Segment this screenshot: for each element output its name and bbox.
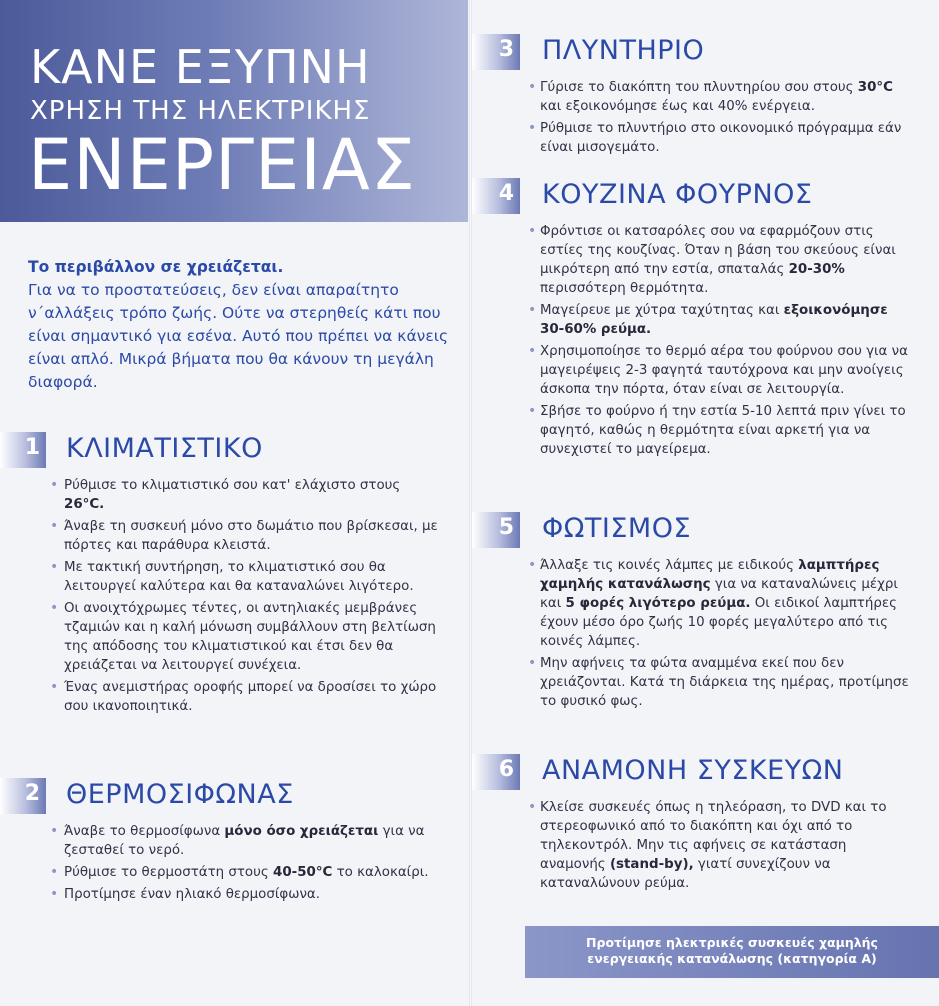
bullet-icon: • [528, 120, 537, 136]
item-text: για να ζεσταθεί το νερό. [64, 824, 425, 858]
title-banner [0, 0, 468, 222]
section-list [472, 798, 912, 893]
bullet-icon: • [50, 823, 59, 839]
list-item [0, 863, 440, 882]
section-air-conditioner [0, 432, 440, 719]
list-item [0, 885, 440, 904]
intro-text [28, 256, 458, 394]
item-text: Ένας ανεμιστήρας οροφής μπορεί να δροσίσει το χώρο σου ικανοποιητικά. [64, 680, 437, 714]
section-kitchen-oven [472, 178, 912, 462]
bullet-icon: • [528, 343, 537, 359]
item-text-bold: εξοικονόμησε 30-60% ρεύμα. [540, 303, 888, 337]
item-text-bold: λαμπτήρες χαμηλής κατανάλωσης [540, 558, 880, 592]
intro-body: Για να το προστατεύσεις, δεν είναι απαραίτητο ν΄αλλάξεις τρόπο ζωής. Ούτε να στερηθείς κάτι που είναι σημαντικό για εσένα. Αυτό που πρέπει να κάνεις είναι απλό. Μικρά βήματα που θα κάνουν τη μεγάλη διαφορά. [28, 281, 449, 391]
section-title: ΑΝΑΜΟΝΗ ΣΥΣΚΕΥΩΝ [542, 755, 844, 786]
bullet-icon: • [50, 477, 59, 493]
item-text: το καλοκαίρι. [332, 865, 429, 880]
bullet-icon: • [50, 518, 59, 534]
section-number: 2 [24, 781, 40, 806]
section-title: ΦΩΤΙΣΜΟΣ [542, 513, 692, 544]
item-text: Άλλαξε τις κοινές λάμπες με ειδικούς [540, 558, 799, 573]
banner-line-1: Προτίμησε ηλεκτρικές συσκευές χαμηλής [586, 935, 878, 950]
section-number-box [472, 178, 520, 214]
section-number: 6 [498, 757, 514, 782]
intro-lead: Το περιβάλλον σε χρειάζεται. [28, 258, 284, 276]
title-line-1: ΚΑΝΕ ΕΞΥΠΝΗ [30, 40, 371, 94]
bullet-icon: • [50, 679, 59, 695]
item-text-bold: 5 φορές λιγότερο ρεύμα. [565, 596, 751, 611]
list-item [0, 599, 440, 675]
section-list [0, 476, 440, 716]
item-text: Ρύθμισε το θερμοστάτη στους [64, 865, 273, 880]
item-text-bold: 26°C. [64, 497, 105, 512]
section-standby [472, 754, 912, 896]
section-title: ΚΛΙΜΑΤΙΣΤΙΚΟ [66, 433, 263, 464]
item-text: Προτίμησε έναν ηλιακό θερμοσίφωνα. [64, 887, 321, 902]
section-list [472, 222, 912, 459]
list-item [472, 798, 912, 893]
bullet-icon: • [528, 403, 537, 419]
bullet-icon: • [528, 302, 537, 318]
section-washing-machine [472, 34, 912, 160]
item-text: Με τακτική συντήρηση, το κλιματιστικό σου θα λειτουργεί καλύτερα και θα καταναλώνει λιγότερο. [64, 560, 414, 594]
item-text: γιατί συνεχίζουν να καταναλώνουν ρεύμα. [540, 857, 831, 891]
section-number: 1 [24, 435, 40, 460]
title-line-2: ΧΡΗΣΗ ΤΗΣ ΗΛΕΚΤΡΙΚΗΣ [30, 96, 371, 126]
bullet-icon: • [528, 799, 537, 815]
footer-banner [525, 926, 939, 978]
section-number-box [472, 34, 520, 70]
list-item [0, 678, 440, 716]
list-item [472, 222, 912, 298]
list-item [472, 78, 912, 116]
item-text: Κλείσε συσκευές όπως η τηλεόραση, το DVD και το στερεοφωνικό από το διακόπτη και όχι από το τηλεκοντρόλ. Μην τις αφήνεις σε κατάσταση αναμονής [540, 800, 887, 872]
bullet-icon: • [50, 886, 59, 902]
item-text: Οι ανοιχτόχρωμες τέντες, οι αντηλιακές μεμβράνες τζαμιών και η καλή μόνωση συμβάλλουν στη βελτίωση της απόδοσης του κλιματιστικού και έτσι δεν θα χρειάζεται να λειτουργεί συνέχεια. [64, 601, 436, 673]
title-line-3: ΕΝΕΡΓΕΙΑΣ [28, 124, 417, 206]
item-text-bold: (stand-by), [609, 857, 694, 872]
item-text: Μην αφήνεις τα φώτα αναμμένα εκεί που δεν χρειάζονται. Κατά τη διάρκεια της ημέρας, προτίμησε το φυσικό φως. [540, 656, 909, 709]
list-item [0, 476, 440, 514]
section-number-box [0, 778, 46, 814]
list-item [472, 654, 912, 711]
section-number-box [472, 512, 520, 548]
list-item [0, 822, 440, 860]
section-number-box [472, 754, 520, 790]
item-text: Ρύθμισε το κλιματιστικό σου κατ' ελάχιστο στους [64, 478, 401, 493]
section-list [0, 822, 440, 904]
item-text-bold: μόνο όσο χρειάζεται [224, 824, 379, 839]
list-item [0, 558, 440, 596]
section-lighting [472, 512, 912, 714]
bullet-icon: • [528, 223, 537, 239]
item-text: Μαγείρευε με χύτρα ταχύτητας και [540, 303, 784, 318]
item-text: Σβήσε το φούρνο ή την εστία 5-10 λεπτά πριν γίνει το φαγητό, καθώς η θερμότητα είναι αρκετή για να συνεχιστεί το μαγείρεμα. [540, 404, 906, 457]
section-title: ΠΛΥΝΤΗΡΙΟ [542, 35, 705, 66]
bullet-icon: • [50, 864, 59, 880]
section-list [472, 556, 912, 711]
bullet-icon: • [528, 557, 537, 573]
section-number-box [0, 432, 46, 468]
item-text-bold: 20-30% [788, 262, 845, 277]
item-text: Γύρισε το διακόπτη του πλυντηρίου σου στους [540, 80, 858, 95]
item-text-bold: 40-50°C [273, 865, 333, 880]
list-item [472, 301, 912, 339]
section-number: 5 [498, 515, 514, 540]
section-number: 4 [498, 181, 514, 206]
bullet-icon: • [50, 600, 59, 616]
item-text-bold: 30°C [857, 80, 893, 95]
item-text: Χρησιμοποίησε το θερμό αέρα του φούρνου σου για να μαγειρέψεις 2-3 φαγητά ταυτόχρονα και μην ανοίγεις άσκοπα την πόρτα, όταν είναι σε λειτουργία. [540, 344, 908, 397]
item-text: για να καταναλώνεις μέχρι και [540, 577, 898, 611]
item-text: Άναβε τη συσκευή μόνο στο δωμάτιο που βρίσκεσαι, με πόρτες και παράθυρα κλειστά. [64, 519, 438, 553]
item-text: και εξοικονόμησε έως και 40% ενέργεια. [540, 99, 816, 114]
list-item [472, 342, 912, 399]
bullet-icon: • [528, 655, 537, 671]
bullet-icon: • [528, 79, 537, 95]
list-item [472, 402, 912, 459]
item-text: Φρόντισε οι κατσαρόλες σου να εφαρμόζουν στις εστίες της κουζίνας. Όταν η βάση του σκεύους είναι μικρότερη από την εστία, σπαταλάς [540, 224, 896, 277]
list-item [472, 556, 912, 651]
section-title: ΚΟΥΖΙΝΑ ΦΟΥΡΝΟΣ [542, 179, 813, 210]
bullet-icon: • [50, 559, 59, 575]
section-number: 3 [498, 37, 514, 62]
item-text: Ρύθμισε το πλυντήριο στο οικονομικό πρόγραμμα εάν είναι μισογεμάτο. [540, 121, 902, 155]
item-text: περισσότερη θερμότητα. [540, 281, 709, 296]
section-water-heater [0, 778, 440, 907]
banner-line-2: ενεργειακής κατανάλωσης (κατηγορία Α) [587, 951, 877, 966]
item-text: Άναβε το θερμοσίφωνα [64, 824, 225, 839]
section-list [472, 78, 912, 157]
list-item [0, 517, 440, 555]
list-item [472, 119, 912, 157]
item-text: Οι ειδικοί λαμπτήρες έχουν μέσο όρο ζωής 10 φορές μεγαλύτερο από τις κοινές λάμπες. [540, 596, 897, 649]
section-title: ΘΕΡΜΟΣΙΦΩΝΑΣ [66, 779, 294, 810]
